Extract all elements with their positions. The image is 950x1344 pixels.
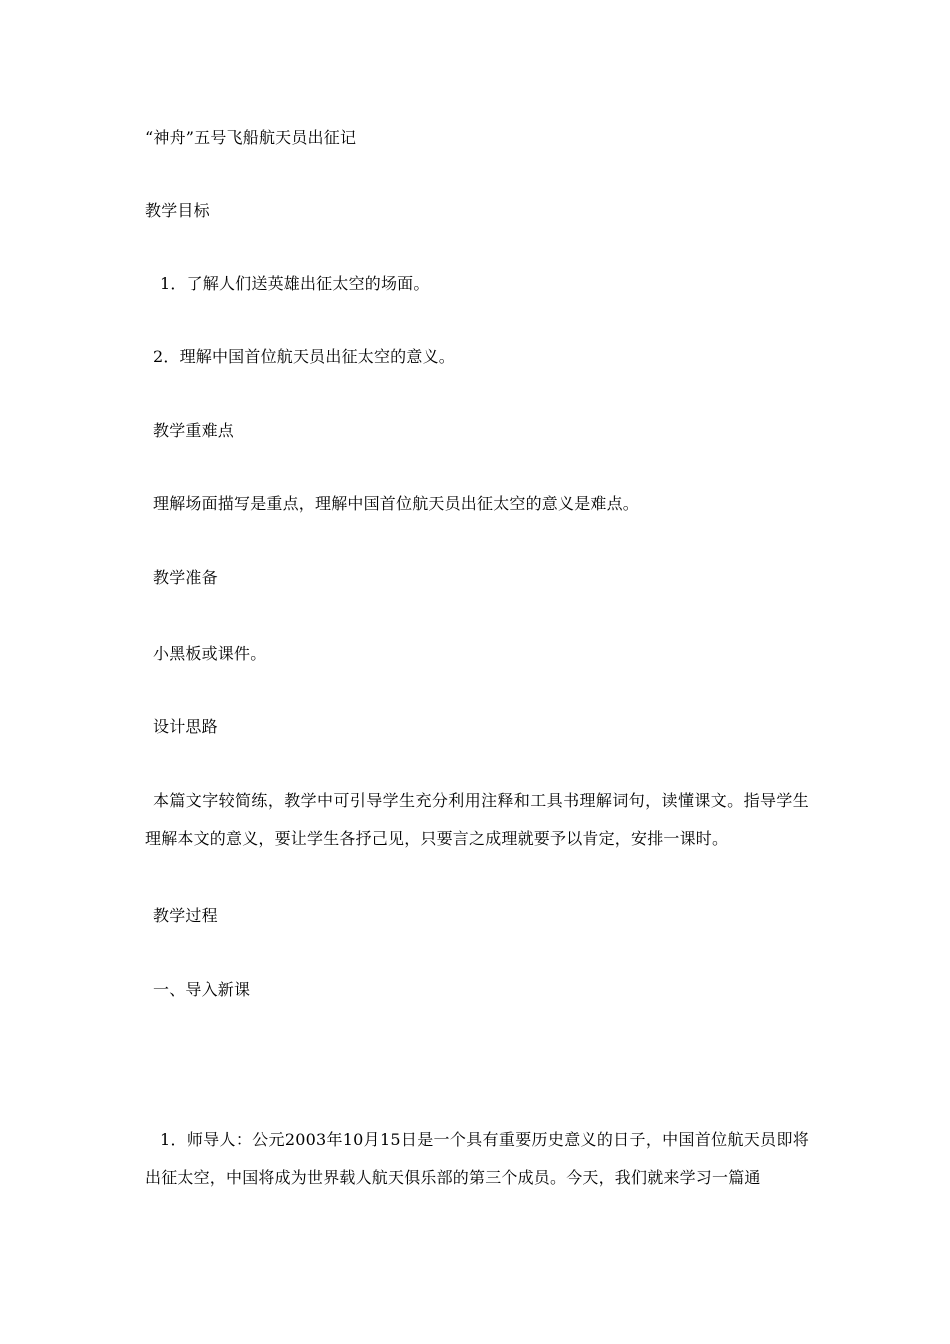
goal-item-1: 1．了解人们送英雄出征太空的场面。 [160,274,430,293]
key-points-heading: 教学重难点 [153,421,235,440]
design-heading: 设计思路 [153,717,218,736]
preparation-text: 小黑板或课件。 [153,644,267,663]
goals-heading: 教学目标 [145,201,210,220]
design-paragraph: 本篇文字较简练，教学中可引导学生充分利用注释和工具书理解词句，读懂课文。指导学生理解本文的意义，要让学生各抒己见，只要言之成理就要予以肯定，安排一课时。 [145,791,809,848]
process-step-1: 一、导入新课 [153,980,251,999]
key-points-text: 理解场面描写是重点，理解中国首位航天员出征太空的意义是难点。 [153,494,640,513]
document-title: “神舟”五号飞船航天员出征记 [145,128,357,147]
goal-item-2: 2．理解中国首位航天员出征太空的意义。 [153,347,455,366]
intro-paragraph: 1．师导人：公元2003年10月15日是一个具有重要历史意义的日子，中国首位航天员即将出征太空，中国将成为世界载人航天俱乐部的第三个成员。今天，我们就来学习一篇通 [145,1130,809,1187]
process-heading: 教学过程 [153,906,218,925]
preparation-heading: 教学准备 [153,568,218,587]
